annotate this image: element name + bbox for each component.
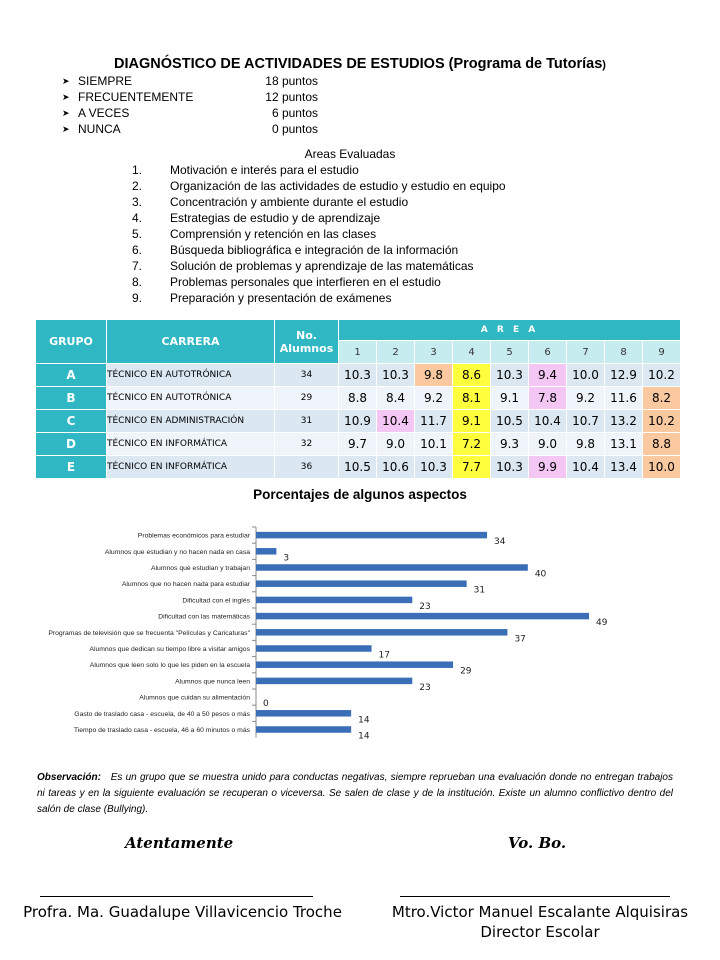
area-number: 5. <box>132 227 143 241</box>
area-text: Problemas personales que interfieren en el estudio <box>170 275 441 289</box>
data-label: 49 <box>596 618 608 629</box>
scale-label: SIEMPRE <box>78 74 133 88</box>
observation-text: Es un grupo que se muestra unido para conductas negativas, siempre reprueban una evaluación donde no entregan trabajos ni tareas y en la siguiente evaluación se recuperan o viceversa. Se salen de clase y de la institución. Existe un alumno conflictivo dentro del salón de clase (Bullying). <box>37 772 673 815</box>
group-cell: E <box>36 456 107 479</box>
area-number: 7. <box>132 259 143 273</box>
category-label: Alumnos que estudian y trabajan <box>151 565 250 572</box>
data-label: 14 <box>358 715 370 726</box>
chart-title: Porcentajes de algunos aspectos <box>253 487 467 502</box>
score-cell: 9.2 <box>567 387 605 410</box>
score-cell: 13.4 <box>605 456 643 479</box>
category-label: Alumnos que cuidan su alimentación <box>139 694 250 702</box>
area-number-cell: 9 <box>643 341 681 364</box>
score-cell: 10.4 <box>529 410 567 433</box>
data-label: 34 <box>494 537 506 548</box>
area-number-cell: 7 <box>567 341 605 364</box>
group-cell: A <box>36 364 107 387</box>
score-cell: 9.9 <box>529 456 567 479</box>
data-label: 23 <box>419 601 431 612</box>
category-label: Alumnos que no hacen nada para estudiar <box>121 581 250 589</box>
score-cell: 9.0 <box>529 433 567 456</box>
scale-label: A VECES <box>78 106 130 120</box>
scale-label: FRECUENTEMENTE <box>78 90 194 104</box>
score-cell: 10.2 <box>643 410 681 433</box>
data-label: 37 <box>514 634 526 645</box>
career-cell: TÉCNICO EN INFORMÁTICA <box>107 433 275 456</box>
score-cell: 8.8 <box>643 433 681 456</box>
score-cell: 8.2 <box>643 387 681 410</box>
observation-label: Observación: <box>37 772 101 783</box>
score-cell: 7.7 <box>453 456 491 479</box>
category-label: Alumnos que dedican su tiempo libre a visitar amigos <box>89 646 250 653</box>
score-cell: 10.0 <box>643 456 681 479</box>
group-cell: B <box>36 387 107 410</box>
bar <box>256 580 467 587</box>
area-text: Comprensión y retención en las clases <box>170 227 377 241</box>
area-number-cell: 3 <box>415 341 453 364</box>
students-cell: 36 <box>275 456 339 479</box>
score-cell: 9.1 <box>491 387 529 410</box>
students-cell: 32 <box>275 433 339 456</box>
score-cell: 10.3 <box>339 364 377 387</box>
score-cell: 9.3 <box>491 433 529 456</box>
area-number: 2. <box>132 179 143 193</box>
scale-points: 12 puntos <box>265 90 318 104</box>
career-cell: TÉCNICO EN ADMINISTRACIÓN <box>107 410 275 433</box>
area-number: 4. <box>132 211 143 225</box>
signer-left-name: Profra. Ma. Guadalupe Villavicencio Troche <box>23 903 342 921</box>
area-number: 1. <box>132 163 143 177</box>
score-cell: 10.4 <box>567 456 605 479</box>
arrow-bullet-icon: ➤ <box>62 108 70 118</box>
area-number: 8. <box>132 275 143 289</box>
career-cell: TÉCNICO EN AUTOTRÓNICA <box>107 364 275 387</box>
bar <box>256 613 589 620</box>
score-cell: 7.2 <box>453 433 491 456</box>
signer-right-role: Director Escolar <box>480 923 600 941</box>
area-number-cell: 1 <box>339 341 377 364</box>
closing-heading: Atentamente <box>125 834 234 852</box>
title-tail: ) <box>602 59 606 71</box>
score-cell: 10.3 <box>415 456 453 479</box>
score-cell: 10.4 <box>377 410 415 433</box>
score-cell: 10.6 <box>377 456 415 479</box>
score-cell: 10.3 <box>491 364 529 387</box>
bar <box>256 726 351 733</box>
score-cell: 9.8 <box>415 364 453 387</box>
area-number: 9. <box>132 291 143 305</box>
area-text: Motivación e interés para el estudio <box>170 163 359 177</box>
header-grupo: GRUPO <box>36 320 107 364</box>
area-text: Concentración y ambiente durante el estudio <box>170 195 409 209</box>
area-number: 6. <box>132 243 143 257</box>
bar <box>256 661 453 668</box>
header-area: A R E A <box>339 320 681 341</box>
category-label: Dificultad con el inglés <box>182 597 250 605</box>
bar <box>256 629 507 636</box>
area-number-cell: 8 <box>605 341 643 364</box>
area-text: Búsqueda bibliográfica e integración de la información <box>170 243 459 257</box>
data-label: 40 <box>534 569 547 580</box>
score-cell: 8.1 <box>453 387 491 410</box>
data-label: 0 <box>263 699 269 710</box>
score-cell: 9.7 <box>339 433 377 456</box>
score-cell: 9.1 <box>453 410 491 433</box>
signature-line-right <box>400 896 670 897</box>
area-number-cell: 4 <box>453 341 491 364</box>
signer-right <box>370 902 710 942</box>
score-cell: 8.6 <box>453 364 491 387</box>
arrow-bullet-icon: ➤ <box>62 76 70 86</box>
score-cell: 10.5 <box>339 456 377 479</box>
title-text: DIAGNÓSTICO DE ACTIVIDADES DE ESTUDIOS (Programa de Tutorías <box>114 56 603 72</box>
area-text: Solución de problemas y aprendizaje de las matemáticas <box>170 259 474 273</box>
signer-right-name: Mtro.Victor Manuel Escalante Alquisiras <box>391 903 689 921</box>
signer-left <box>10 902 355 922</box>
signature-line-left <box>40 896 313 897</box>
score-cell: 10.1 <box>415 433 453 456</box>
score-cell: 10.0 <box>567 364 605 387</box>
score-cell: 9.2 <box>415 387 453 410</box>
area-number-cell: 5 <box>491 341 529 364</box>
score-cell: 9.8 <box>567 433 605 456</box>
arrow-bullet-icon: ➤ <box>62 124 70 134</box>
bar <box>256 678 412 685</box>
bar <box>256 710 351 717</box>
scale-points: 18 puntos <box>265 74 318 88</box>
area-text: Preparación y presentación de exámenes <box>170 291 392 305</box>
category-label: Programas de televisión que se frecuenta "Películas y Caricaturas" <box>48 629 250 637</box>
score-cell: 9.0 <box>377 433 415 456</box>
score-cell: 8.8 <box>339 387 377 410</box>
bar <box>256 564 528 571</box>
score-cell: 7.8 <box>529 387 567 410</box>
score-cell: 10.9 <box>339 410 377 433</box>
students-cell: 31 <box>275 410 339 433</box>
career-cell: TÉCNICO EN AUTOTRÓNICA <box>107 387 275 410</box>
observation <box>37 770 673 818</box>
area-number-cell: 2 <box>377 341 415 364</box>
bar <box>256 645 372 652</box>
header-alumnos: No. Alumnos <box>275 320 339 364</box>
category-label: Dificultad con las matemáticas <box>158 613 250 621</box>
score-cell: 11.7 <box>415 410 453 433</box>
score-cell: 10.7 <box>567 410 605 433</box>
students-cell: 34 <box>275 364 339 387</box>
category-label: Alumnos que estudian y no hacen nada en casa <box>104 548 250 556</box>
approval-heading: Vo. Bo. <box>508 834 567 852</box>
scale-label: NUNCA <box>78 122 121 136</box>
score-cell: 10.3 <box>491 456 529 479</box>
area-number: 3. <box>132 195 143 209</box>
group-cell: D <box>36 433 107 456</box>
scale-points: 6 puntos <box>271 106 318 120</box>
bar <box>256 597 412 604</box>
score-cell: 10.2 <box>643 364 681 387</box>
area-number-cell: 6 <box>529 341 567 364</box>
score-cell: 13.1 <box>605 433 643 456</box>
bar <box>256 532 487 539</box>
bar <box>256 548 276 555</box>
score-cell: 9.4 <box>529 364 567 387</box>
category-label: Gasto de traslado casa - escuela, de 40 a 50 pesos o más <box>74 710 250 718</box>
areas-heading: Areas Evaluadas <box>304 147 396 161</box>
header-carrera: CARRERA <box>107 320 275 364</box>
score-cell: 10.3 <box>377 364 415 387</box>
group-cell: C <box>36 410 107 433</box>
scale-points: 0 puntos <box>271 122 318 136</box>
data-label: 17 <box>378 650 390 661</box>
data-label: 31 <box>473 585 486 596</box>
area-text: Organización de las actividades de estudio y estudio en equipo <box>170 179 506 193</box>
category-label: Alumnos que leen solo lo que les piden en la escuela <box>89 662 250 670</box>
score-cell: 8.4 <box>377 387 415 410</box>
data-label: 23 <box>419 682 431 693</box>
students-cell: 29 <box>275 387 339 410</box>
career-cell: TÉCNICO EN INFORMÁTICA <box>107 456 275 479</box>
category-label: Tiempo de traslado casa - escuela, 46 a 60 minutos o más <box>73 727 250 734</box>
score-cell: 11.6 <box>605 387 643 410</box>
category-label: Alumnos que nunca leen <box>175 678 250 686</box>
category-label: Problemas económicos para estudiar <box>137 532 250 540</box>
score-cell: 12.9 <box>605 364 643 387</box>
arrow-bullet-icon: ➤ <box>62 92 70 102</box>
score-cell: 13.2 <box>605 410 643 433</box>
data-label: 14 <box>358 731 370 742</box>
data-label: 3 <box>283 553 290 564</box>
score-cell: 10.5 <box>491 410 529 433</box>
area-text: Estrategias de estudio y de aprendizaje <box>170 211 381 225</box>
data-label: 29 <box>460 666 472 677</box>
